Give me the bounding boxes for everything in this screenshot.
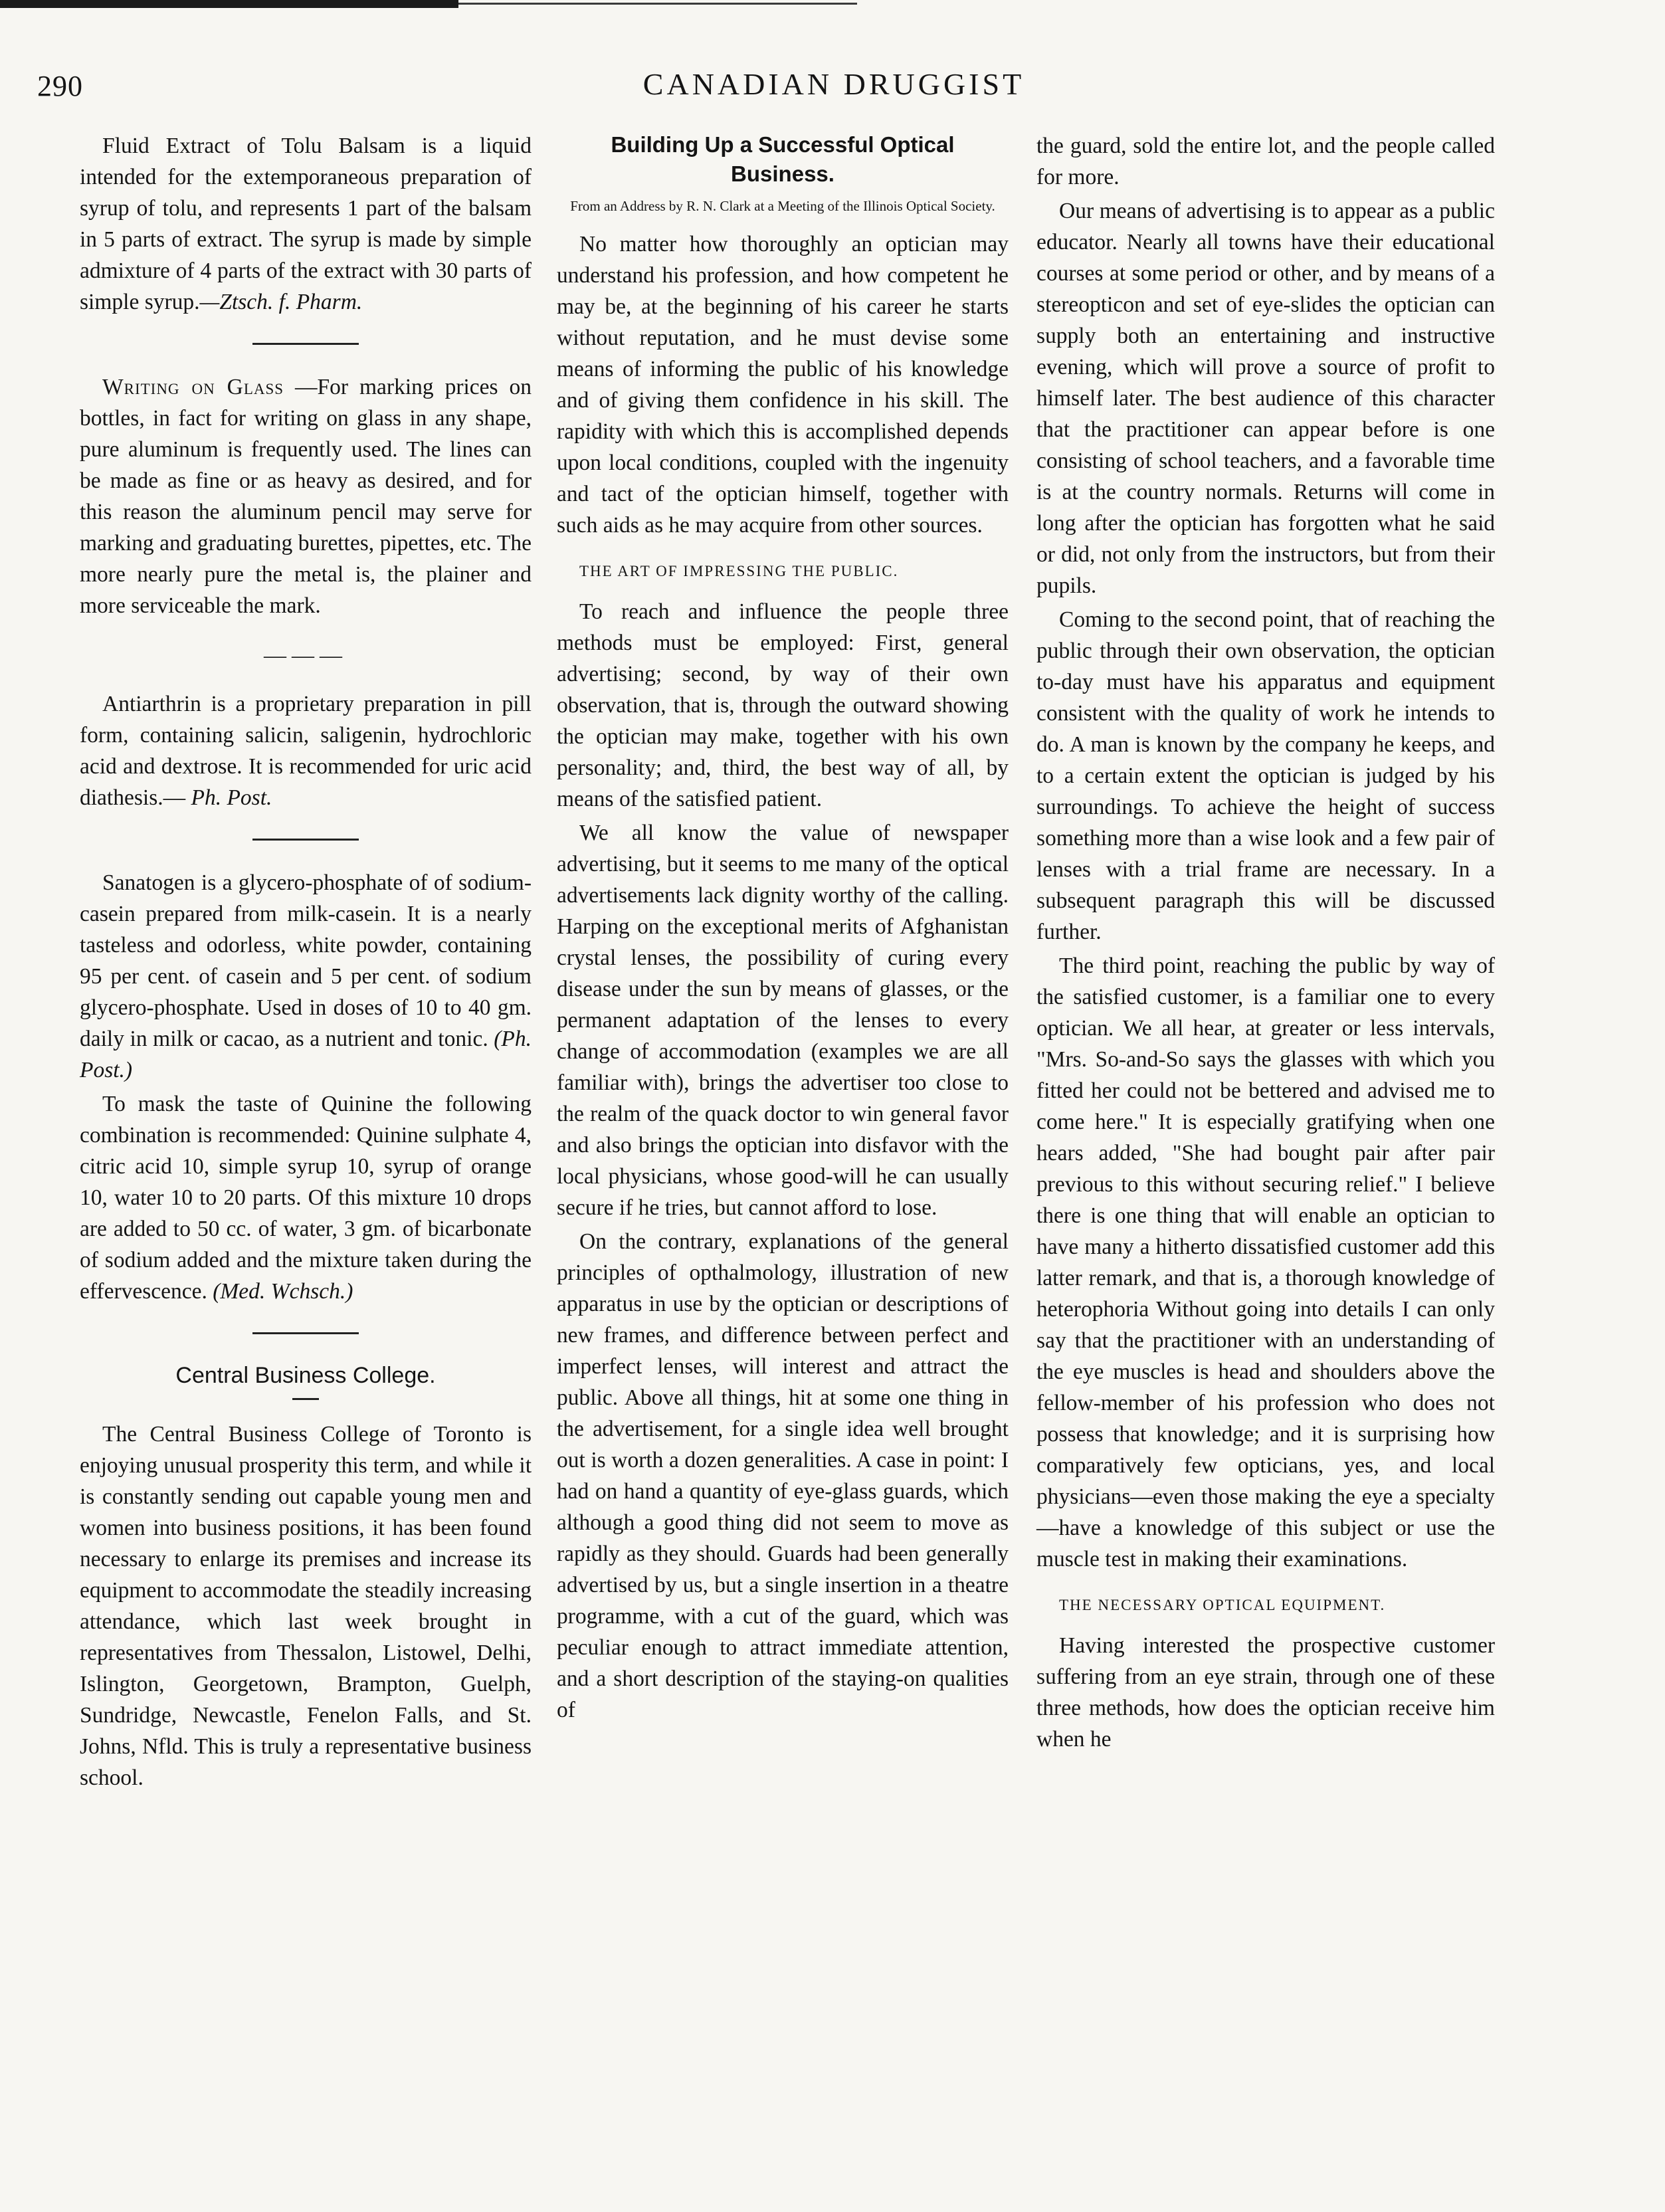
article-title: Building Up a Successful Optical Business. (611, 132, 955, 186)
separator-rule (252, 839, 359, 841)
separator-rule (252, 1332, 359, 1334)
column-middle (557, 130, 1009, 2163)
antiarthrin-text: Antiarthrin is a proprietary preparation in pill form, containing salicin, saligenin, hydrochloric acid and dextrose. It is recommended for uric acid diathesis.— (80, 692, 532, 810)
page-number: 290 (37, 70, 83, 102)
quinine-source: (Med. Wchsch.) (213, 1279, 353, 1304)
article-paragraph: Our means of advertising is to appear as a public educator. Nearly all towns have their educational courses at some period or other, and by means of a stereopticon and set of eye-slides the optician can supply both an entertaining and instructive evening, which will prove a source of profit to himself later. The best audience of this character that the practitioner can appear before is one consisting of school teachers, and a favorable time is at the country normals. Returns will come in long after the optician has forgotten what he said or did, not only from the instructors, but from their pupils. (1036, 199, 1495, 598)
separator-rule (252, 343, 359, 345)
tolu-paragraph (80, 130, 532, 318)
article-paragraph: The third point, reaching the public by way of the satisfied customer, is a familiar one to every optician. We all hear, at greater or less intervals, "Mrs. So-and-So says the glasses with which you fitted her could not be bettered and advised me to come here." It is especially gratifying when one hears added, "She had bought pair after pair previous to this without securing relief." I believe there is one thing that will enable an optician to have many a hitherto dissatisfied customer add this latter remark, and that is, a thorough knowledge of heterophoria Without going into details I can only say that the practitioner with an understanding of the eye muscles is head and shoulders above the fellow-member of his profession who does not possess that knowledge; and it is surprising how comparatively few opticians, yes, and local physicians—even those making the eye a specialty—have a knowledge of this subject or use the muscle test in making their examinations. (1036, 954, 1495, 1571)
top-rule-thin (458, 3, 857, 5)
glass-lead: Writing on Glass (102, 375, 284, 399)
page-title: CANADIAN DRUGGIST (642, 67, 1025, 101)
top-rule (0, 0, 458, 8)
sanatogen-paragraph (80, 867, 532, 1086)
article-paragraph: On the contrary, explanations of the general principles of opthalmology, illustration of new apparatus in use by the optician or descriptions of new frames, and difference between perfect and imperfect lenses, will interest and attract the public. Above all things, hit at some one thing in the advertisement, for a single idea well brought out is worth a dozen generalities. A case in point: I had on hand a quantity of eye-glass guards, which although a good thing did not seem to move as rapidly as they should. Guards had been generally advertised by us, but a single insertion in a theatre programme, with a cut of the guard, which was peculiar enough to attract immediate attention, and a short description of the staying-on qualities of (557, 1229, 1009, 1722)
article-subhead: THE ART OF IMPRESSING THE PUBLIC. (579, 563, 899, 579)
glass-paragraph (80, 371, 532, 621)
tolu-text: Fluid Extract of Tolu Balsam is a liquid intended for the extemporaneous preparation of syrup of tolu, and represents 1 part of the balsam in 5 parts of extract. The syrup is made by simple admixture of 4 parts of the extract with 30 parts of simple syrup. (80, 134, 532, 314)
article-paragraph: Coming to the second point, that of reaching the public through their own observation, the optician to-day must have his apparatus and equipment consistent with the quality of work he intends to do. A man is known by the company he keeps, and to a certain extent the optician is judged by his surroundings. To achieve the height of success something more than a wise look and a few pair of lenses with a trial frame are necessary. In a subsequent paragraph this will be discussed further. (1036, 607, 1495, 944)
article-subhead: THE NECESSARY OPTICAL EQUIPMENT. (1059, 1597, 1386, 1613)
glass-text: —For marking prices on bottles, in fact for writing on glass in any shape, pure aluminum is frequently used. The lines can be made as fine or as heavy as desired, and for this reason the aluminum pencil may serve for marking and graduating burettes, pipettes, etc. The more nearly pure the metal is, the plainer and more serviceable the mark. (80, 375, 532, 618)
college-title: Central Business College. (175, 1363, 436, 1388)
column-left (80, 130, 532, 2163)
article-paragraph: To reach and influence the people three methods must be employed: First, general advertising; second, by way of their own observation, that is, through the outward showing the optician may make, together with his own personality; and, third, the best way of all, by means of the satisfied patient. (557, 599, 1009, 811)
article-paragraph: We all know the value of newspaper advertising, but it seems to me many of the optical advertisements lack dignity worthy of the calling. Harping on the exceptional merits of Afghanistan crystal lenses, the possibility of curing every disease under the sun by means of glasses, or the permanent adaptation of the lenses to every change of accommodation (examples we are all familiar with), brings the advertiser too close to the realm of the quack doctor to win general favor and also brings the optician into disfavor with the local physicians, whose good-will he can usually secure if he tries, but cannot afford to lose. (557, 821, 1009, 1220)
quinine-paragraph (80, 1088, 532, 1307)
article-paragraph: No matter how thoroughly an optician may understand his profession, and how competent he may be, at the beginning of his career he starts without reputation, and he must devise some means of informing the public of his knowledge and of giving them confidence in his skill. The rapidity with which this is accomplished depends upon local conditions, coupled with the ingenuity and tact of the optician himself, together with such aids as he may acquire from other sources. (557, 232, 1009, 538)
page-header (37, 69, 1630, 109)
tolu-source: —Ztsch. f. Pharm. (199, 290, 363, 314)
article-byline: From an Address by R. N. Clark at a Meeting of the Illinois Optical Society. (570, 198, 995, 214)
article-paragraph: the guard, sold the entire lot, and the people called for more. (1036, 134, 1495, 189)
college-paragraph: The Central Business College of Toronto is enjoying unusual prosperity this term, and while it is constantly sending out capable young men and women into business positions, it has been found necessary to enlarge its premises and increase its equipment to accommodate the steadily increasing attendance, which last week brought in representatives from Thessalon, Listowel, Delhi, Islington, Georgetown, Brampton, Guelph, Sundridge, Newcastle, Fenelon Falls, and St. Johns, Nfld. This is truly a representative business school. (80, 1422, 532, 1790)
sanatogen-text: Sanatogen is a glycero-phosphate of of sodium-casein prepared from milk-casein. It is a nearly tasteless and odorless, white powder, containing 95 per cent. of casein and 5 per cent. of sodium glycero-phosphate. Used in doses of 10 to 40 gm. daily in milk or cacao, as a nutrient and tonic. (80, 870, 532, 1051)
article-paragraph: Having interested the prospective customer suffering from an eye strain, through one of these three methods, how does the optician receive him when he (1036, 1633, 1495, 1752)
column-right (1036, 130, 1495, 2163)
antiarthrin-source: Ph. Post. (191, 785, 272, 810)
quinine-text: To mask the taste of Quinine the following combination is recommended: Quinine sulphate 4, citric acid 10, simple syrup 10, syrup of orange 10, water 10 to 20 parts. Of this mixture 10 drops are added to 50 cc. of water, 3 gm. of bicarbonate of sodium added and the mixture taken during the effervescence. (80, 1092, 532, 1304)
separator-dashes: ——— (264, 643, 347, 668)
separator-short (292, 1398, 319, 1400)
sanatogen-source: (Ph. Post.) (80, 1027, 532, 1082)
antiarthrin-paragraph (80, 688, 532, 813)
